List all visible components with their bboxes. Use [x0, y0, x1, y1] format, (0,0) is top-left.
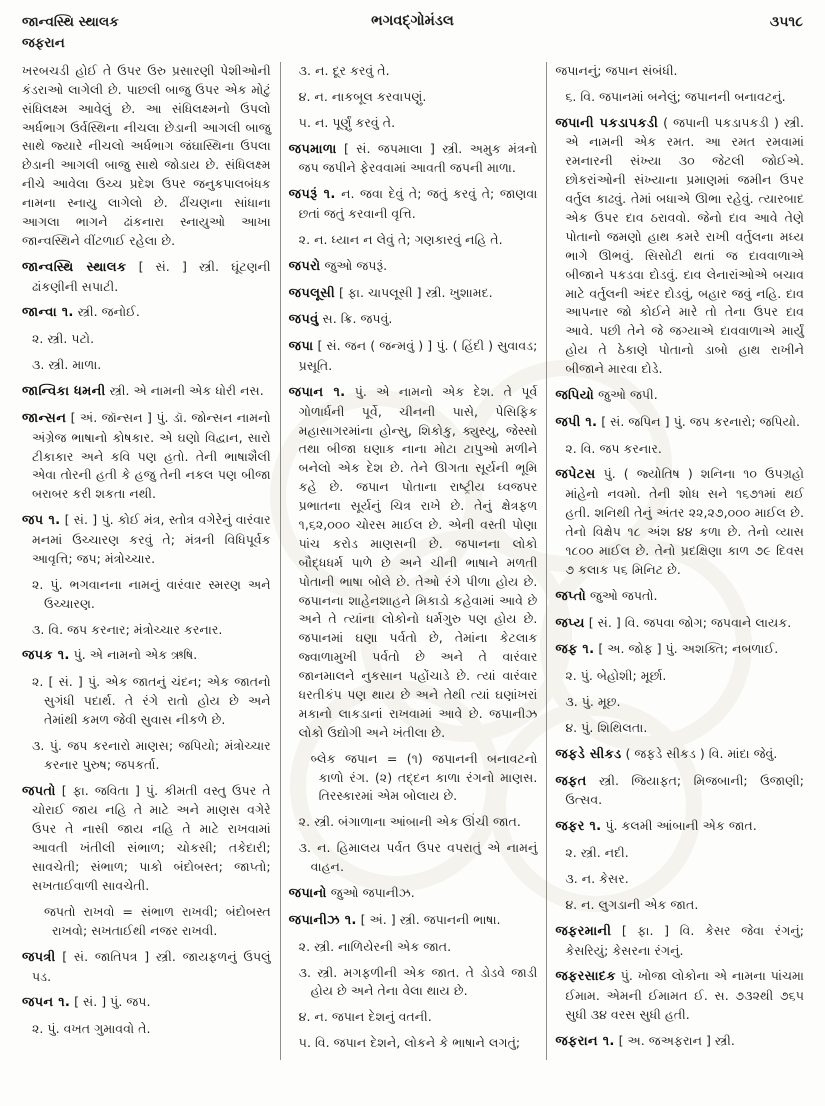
- entry-text: ૩. સ્ત્રી. મગફળીની એક જાત. તે ડોડવે જાડી હોય છે અને તેના વેલા થાય છે.: [298, 964, 538, 999]
- headword: જપાનીઝ ૧.: [288, 912, 357, 928]
- headword: જપાન ૧.: [288, 384, 346, 400]
- entry-sense: [289, 839, 538, 877]
- headword: જફર ૧.: [555, 819, 602, 835]
- guide-words: [22, 12, 242, 54]
- entry-text: [ અ. જઅફરાન ] સ્ત્રી.: [618, 1033, 735, 1049]
- headword: જપલૂસી: [288, 285, 335, 301]
- entry-text: ( જપાની પકડાપકડી ) સ્ત્રી. એ નામની એક રમત. આ રમત રમવામાં રમનારની સંખ્યા ૩૦ જેટલી જોઈએ. છોકરાંઓની સંખ્યાના પ્રમાણમાં જમીન ઉપર વર્તુલ કાઢવું. તેમાં બધાએ ઊભા રહેવું. ત્યારબાદ એક ઉપર દાવ ઠરાવવો. જેનો દાવ આવે તેણે પોતાનો જમણો હાથ કમરે રાખી વર્તુલના મધ્ય ભાગે ઊભવું. સિસોટી થતાં જ દાવવાળાએ બીજાને પકડવા દોડવું. દાવ લેનારાંઓએ બચાવ માટે વર્તુલની અંદર દોડવું, બહાર જવું નહિ. દાવ આપનાર જો કોઈને મારે તો તેના ઉપર દાવ આવે. પછી તેને જે જગ્યાએ દાવવાળાએ માર્યું હોય તે ઠેકાણે પોતાનો ડાબો હાથ રાખીને બીજાને મારવા દોડે.: [565, 114, 805, 377]
- entry-text: ૫. ન. પૂર્ણું કરવું તે.: [298, 114, 396, 130]
- entry-text: [ સં. ] પું. જપ.: [74, 994, 151, 1010]
- entry: [289, 884, 538, 904]
- guide-word-first: જાન્વસ્થિ સ્થાલક: [22, 14, 119, 30]
- headword: જપ્ય: [555, 615, 585, 631]
- entry-sense: [555, 667, 804, 686]
- entry-text: પું. કલમી આંબાની એક જાત.: [605, 818, 757, 834]
- entry-sense: [289, 88, 538, 107]
- headword: જપવું: [288, 312, 319, 328]
- entry: [22, 948, 271, 987]
- entry-text: ૨. સ્ત્રી. પટો.: [32, 331, 95, 347]
- entry: [555, 922, 804, 961]
- entry-text: જપતો રાખવો = સંભાળ રાખવી; બંદોબસ્ત રાખવો; સખતાઈથી નજર રાખવી.: [44, 903, 271, 938]
- headword: જપરૂં ૧.: [288, 187, 336, 203]
- entry-sense: [555, 440, 804, 459]
- entry-text: ૩. વિ. જપ કરનાર; મંત્રોચ્ચાર કરનાર.: [32, 621, 223, 637]
- headword: જપતો: [22, 783, 56, 799]
- entry-sense: [555, 693, 804, 712]
- entry-text: જપાનનું; જપાન સંબંધી.: [555, 62, 678, 78]
- entry: [555, 465, 804, 579]
- headword: જાન્વિકા ધમની: [22, 384, 106, 400]
- entry-text: ૩. ન. દૂર કરવું તે.: [298, 62, 390, 78]
- entry: [555, 386, 804, 406]
- entry-text: પું. ખોજા લોકોના એ નામના પાંચમા ઈમામ. એમની ઈમામત ઈ. સ. ૭૩૨થી ૭૬૫ સુધી ૩૪ વરસ સુધી હતી.: [565, 968, 805, 1023]
- entry-sense: [22, 576, 271, 614]
- entry-text: ૬. વિ. જપાનમાં બનેલું; જપાનની બનાવટનું.: [565, 88, 786, 104]
- entry: [555, 413, 804, 433]
- entry-sense: [289, 1008, 538, 1027]
- entry-sense: [289, 938, 538, 957]
- entry-sense: [289, 114, 538, 133]
- entry-idiom: [22, 903, 271, 941]
- entry-text: પું. એ નામનો એક ઋષિ.: [73, 647, 198, 663]
- page-title: ભગવદ્ગોમંડલ: [371, 13, 454, 29]
- entry-text: [ અ. જોફ ] પું. અશક્તિ; નબળાઈ.: [598, 641, 779, 657]
- entry: [22, 782, 271, 896]
- headword: જપમાળા: [288, 141, 337, 157]
- entry: [289, 310, 538, 330]
- entry-text: [ સં. જપમાલા ] સ્ત્રી. અમુક મંત્રનો જપ જપીને ફેરવવામાં આવતી જપની માળા.: [298, 140, 538, 176]
- entry: [555, 772, 804, 811]
- headword: જાન્વસ્થિ સ્થાલક: [22, 259, 127, 275]
- entry-sense: [22, 1020, 271, 1039]
- continuation-text: [555, 62, 804, 81]
- entry-text: ૨. સ્ત્રી. બંગાળાના આંબાની એક ઊંચી જાત.: [298, 814, 521, 830]
- headword: જફરાન ૧.: [555, 1034, 615, 1050]
- entry-text: [ સં. જન ( જન્મવું ) ] પું. ( હિંદી ) સુવાવડ; પ્રસૂતિ.: [298, 338, 538, 373]
- headword: જફડે સીકડ: [555, 746, 622, 762]
- entry: [22, 646, 271, 666]
- entry: [289, 284, 538, 304]
- entry-text: ૪. ન. નાકબૂલ કરવાપણું.: [298, 88, 427, 104]
- column-2: [280, 62, 547, 1060]
- headword: જફ ૧.: [555, 642, 595, 658]
- entry-text: ૩. પું. મૂછ.: [565, 694, 621, 710]
- entry-text: ન. જવા દેવું તે; જતું કરવું તે; જાણવા છતાં જતું કરવાની વૃત્તિ.: [298, 186, 538, 221]
- headword: જપાની પકડાપકડી: [555, 115, 659, 131]
- entry-text: જુઓ જપી.: [598, 387, 658, 402]
- entry-text: ૨. વિ. જપ કરનાર.: [565, 440, 662, 456]
- entry-text: પું. એ નામનો એક દેશ. તે પૂર્વ ગોળાર્ધની પૂર્વે, ચીનની પાસે, પેસિફિક મહાસાગરમાંના હોન્સુ, શિકોકુ, ક્યુસ્યુ, જેસ્સો તથા બીજા ઘણાક નાના મોટા ટાપુઓ મળીને બનેલો એક દેશ છે. તેને ઊગતા સૂર્યની ભૂમિ કહે છે. જપાન પોતાના રાષ્ટ્રીય ધ્વજપર પ્રભાતના સૂર્યનું ચિત્ર રાખે છે. તેનું ક્ષેત્રફળ ૧,૬૨,૦૦૦ ચોરસ માઈલ છે. એની વસ્તી પોણા પાંચ કરોડ માણસની છે. જપાનના લોકો બૌદ્ધધર્મ પાળે છે અને ચીની ભાષાને મળતી પોતાની ભાષા બોલે છે. તેઓ રંગે પીળા હોય છે. જપાનના શાહેનશાહને મિકાડો કહેવામાં આવે છે અને તે ત્યાંના લોકોનો ધર્મગુરુ પણ હોય છે. જપાનમાં ઘણા પર્વતો છે, તેમાંના કેટલાક જ્વાળામુખી પર્વતો છે અને તે વારંવાર જાનમાલને નુકસાન પહોંચાડે છે. ત્યાં વારંવાર ધરતીકંપ પણ થાય છે અને તેથી ત્યાં ઘણાંખરાં મકાનો લાકડાનાં રાખવામાં આવે છે. જપાનીઝ લોકો ઉદ્યોગી અને ખંતીલા છે.: [298, 383, 538, 740]
- entry: [555, 614, 804, 634]
- entry: [289, 911, 538, 931]
- entry-text: ખરબચડી હોઈ તે ઉપર ઉરુ પ્રસારણી પેશીઓની કંડરાઓ લાગેલી છે. પાછલી બાજુ ઉપર એક મોટું સંધિલક્ષ્મ આવેલું છે. આ સંધિલક્ષ્મનો ઉપલો અર્ધભાગ ઉર્વસ્થિના નીચલા છેડાની આગલી બાજુ સાથે જ્યારે નીચલો અર્ધભાગ જંઘાસ્થિના ઉપલા છેડાની આગલી બાજુ સાથે જોડાય છે. સંધિલક્ષ્મ નીચે આવેલા ઉચ્ચ પ્રદેશ ઉપર જનુકપાલબંધક નામના સ્નાયુ લાગેલો છે. ઢીંચણના સાંધાના આગલા ભાગને ઢાંકનારા સ્નાયુઓ આખા જાન્વસ્થિને વીંટળાઈ રહેલા છે.: [22, 62, 271, 248]
- entry: [22, 993, 271, 1013]
- entry-text: [ અં. ] સ્ત્રી. જપાનની ભાષા.: [360, 911, 501, 927]
- headword: જફત: [555, 773, 587, 789]
- entry-text: જુઓ જપરૂં.: [324, 257, 388, 273]
- entry-text: ૨. પું. બેહોશી; મૂર્છા.: [565, 668, 667, 684]
- entry-text: [ અં. જૉન્સન ] પું. ડૉ. જોન્સન નામનો અંગ્રેજ ભાષાનો કોષકાર. એ ઘણો વિદ્વાન, સારો ટીકાકાર અને કવિ પણ હતો. તેની ભાષાશૈલી એવા તોરની હતી કે હજુ તેની નકલ પણ બીજા બરાબર કરી શકતા નથી.: [32, 409, 271, 502]
- entry: [289, 140, 538, 179]
- entry: [555, 587, 804, 607]
- entry-text: [ સં. જાતિપત્ર ] સ્ત્રી. જાયફળનું ઉપલું પડ.: [32, 948, 271, 984]
- column-3: [546, 62, 813, 1060]
- headword: જપા: [288, 339, 314, 355]
- entry: [289, 185, 538, 224]
- entry-sense: [289, 231, 538, 250]
- entry: [22, 303, 271, 323]
- entry: [289, 383, 538, 743]
- entry-sense: [555, 870, 804, 889]
- entry-text: [ ફા. ] વિ. કેસર જેવા રંગનું; કેસરિયું; કેસરના રંગનું.: [565, 922, 805, 958]
- entry-text: ૩. સ્ત્રી. માળા.: [32, 357, 102, 373]
- entry-sense: [289, 62, 538, 81]
- headword: જપત્રી: [22, 949, 56, 965]
- entry-text: [ ફા. ચાપલૂસી ] સ્ત્રી. ખુશામદ.: [338, 284, 493, 300]
- headword: જફરસાદક: [555, 969, 616, 985]
- entry: [22, 511, 271, 569]
- entry-sense: [22, 356, 271, 375]
- entry-text: સ્ત્રી. એ નામની એક ધોરી નસ.: [109, 383, 264, 399]
- entry-sense: [22, 621, 271, 640]
- entry: [289, 337, 538, 376]
- entry-text: જુઓ જપાનીઝ.: [330, 885, 415, 901]
- entry-text: ૨. સ્ત્રી. નાળિયેરની એક જાત.: [298, 938, 452, 954]
- entry: [22, 258, 271, 297]
- headword: જપી ૧.: [555, 414, 598, 430]
- entry-text: ૫. વિ. જપાન દેશને, લોકને કે ભાષાને લગતું;: [298, 1035, 521, 1051]
- entry-text: બ્લેક જપાન = (૧) જપાનની બનાવટનો કાળો રંગ. (૨) તદ્દન કાળા રંગનો માણસ. તિરસ્કારમાં એમ બોલાય છે.: [310, 750, 538, 804]
- headword: જપરો: [288, 258, 321, 274]
- entry-text: ૨. [ સં. ] પું. એક જાતનું ચંદન; એક જાતનો સુગંધી પદાર્થ. તે રંગે રાતો હોય છે અને તેમાંથી કમળ જેવી સુવાસ નીકળે છે.: [32, 674, 271, 727]
- entry-text: ૨. ન. ધ્યાન ન લેવું તે; ગણકારવું નહિ તે.: [298, 231, 503, 247]
- dictionary-columns: [0, 58, 825, 1070]
- entry-text: [ સં. જપિન ] પું. જપ કરનારો; જપિયો.: [601, 413, 801, 429]
- entry-text: પું. ( જ્યોતિષ ) શનિના ૧૦ ઉપગ્રહો માંહેનો નવમો. તેની શોધ સને ૧૬૭૧માં થઈ હતી. શનિથી તેનું અંતર ૨૨,૨૭,૦૦૦ માઈલ છે. તેનો વિક્ષેપ ૧૮ અંશ ૪૪ કળા છે. તેનો વ્યાસ ૧૮૦૦ માઈલ છે. તેનો પ્રદક્ષિણા કાળ ૭૯ દિવસ ૭ કલાક ૫૬ મિનિટ છે.: [565, 466, 805, 577]
- entry-text: ૨. સ્ત્રી. નદી.: [565, 845, 629, 861]
- entry-text: [ સં. ] વિ. જપવા જોગ; જપવાને લાયક.: [588, 614, 792, 630]
- entry: [555, 967, 804, 1025]
- entry-text: સ્ત્રી. જિયાફત; મિજબાની; ઉજાણી; ઉત્સવ.: [565, 772, 804, 808]
- entry-sense: [22, 330, 271, 349]
- entry-text: [ સં. ] સ્ત્રી. ઘૂંટણની ઢાંકણીની સપાટી.: [32, 258, 271, 294]
- headword: જાન્સન: [22, 410, 67, 426]
- entry-text: ૩. ન. કેસર.: [565, 870, 629, 886]
- headword: જફરમાની: [555, 923, 612, 939]
- entry-idiom: [289, 750, 538, 807]
- headword: જપન ૧.: [22, 995, 71, 1011]
- entry-text: ૨. પું. ભગવાનના નામનું વારંવાર સ્મરણ અને ઉચ્ચારણ.: [32, 576, 271, 611]
- entry-text: [ ફા. જવિતા ] પું. કીમતી વસ્તુ ઉપર તે ચોરાઈ જાય નહિ તે માટે અને માણસ વગેરે ઉપર તે નાસી જાય નહિ તે માટે રાખવામાં આવતી ખંતીલી સંભાળ; ચોકસી; તકેદારી; સાવચેતી; સંભાળ; પાકો બંદોબસ્ત; જાપ્તો; સખતાઈવાળી સાવચેતી.: [32, 782, 271, 894]
- entry: [555, 817, 804, 837]
- headword: જપક ૧.: [22, 648, 70, 664]
- page-number: ૩૫૧૮: [769, 14, 803, 30]
- entry: [555, 114, 804, 379]
- headword: જપિયો: [555, 388, 595, 403]
- entry-text: ( જફડે સીકડ ) વિ. માંદા જેવું.: [625, 745, 778, 761]
- headword: જપ ૧.: [22, 513, 61, 529]
- entry-text: સ્ત્રી. જનોઈ.: [77, 304, 140, 320]
- headword: જાન્વા ૧.: [22, 305, 74, 321]
- entry: [289, 257, 538, 277]
- entry-text: ૪. ન. લુગડાની એક જાત.: [565, 896, 699, 912]
- entry-sense: [22, 673, 271, 730]
- entry-sense: [289, 964, 538, 1002]
- entry-sense: [289, 1034, 538, 1053]
- entry-text: ૪. ન. જપાન દેશનું વતની.: [298, 1009, 432, 1025]
- continuation-text: [22, 62, 271, 251]
- headword: જપાનો: [288, 886, 327, 902]
- page-header: [0, 0, 825, 58]
- headword: જપ્તો: [555, 588, 586, 604]
- entry: [555, 1032, 804, 1052]
- column-1: [14, 62, 280, 1060]
- entry-text: ૪. પું. શિથિલતા.: [565, 719, 648, 735]
- entry: [555, 640, 804, 660]
- entry-sense: [555, 719, 804, 738]
- entry-sense: [289, 813, 538, 832]
- entry: [555, 745, 804, 765]
- entry-sense: [555, 844, 804, 863]
- headword: જપેટસ: [555, 467, 596, 483]
- entry: [22, 382, 271, 402]
- entry-text: સ. ક્રિ. જપવું.: [322, 311, 393, 327]
- entry-sense: [22, 737, 271, 775]
- entry: [22, 409, 271, 504]
- entry-sense: [555, 896, 804, 915]
- entry-text: જુઓ જપતો.: [589, 587, 658, 603]
- guide-word-last: જફરાન: [22, 34, 65, 51]
- entry-sense: [555, 88, 804, 107]
- entry-text: ૨. પું. વખત ગુમાવવો તે.: [32, 1021, 151, 1037]
- entry-text: ૩. ન. હિમાલય પર્વત ઉપર વપરાતું એ નામનું વાહન.: [298, 840, 538, 875]
- entry-text: ૩. પું. જપ કરનારો માણસ; જપિયો; મંત્રોચ્ચાર કરનાર પુરુષ; જપકર્તા.: [32, 737, 271, 772]
- entry-text: [ સં. ] પું. કોઈ મંત્ર, સ્તોત્ર વગેરેનું વારંવાર મનમાં ઉચ્ચારણ કરવું તે; મંત્રની વિધિપૂર્વક આવૃત્તિ; જપ; મંત્રોચ્ચાર.: [32, 512, 271, 566]
